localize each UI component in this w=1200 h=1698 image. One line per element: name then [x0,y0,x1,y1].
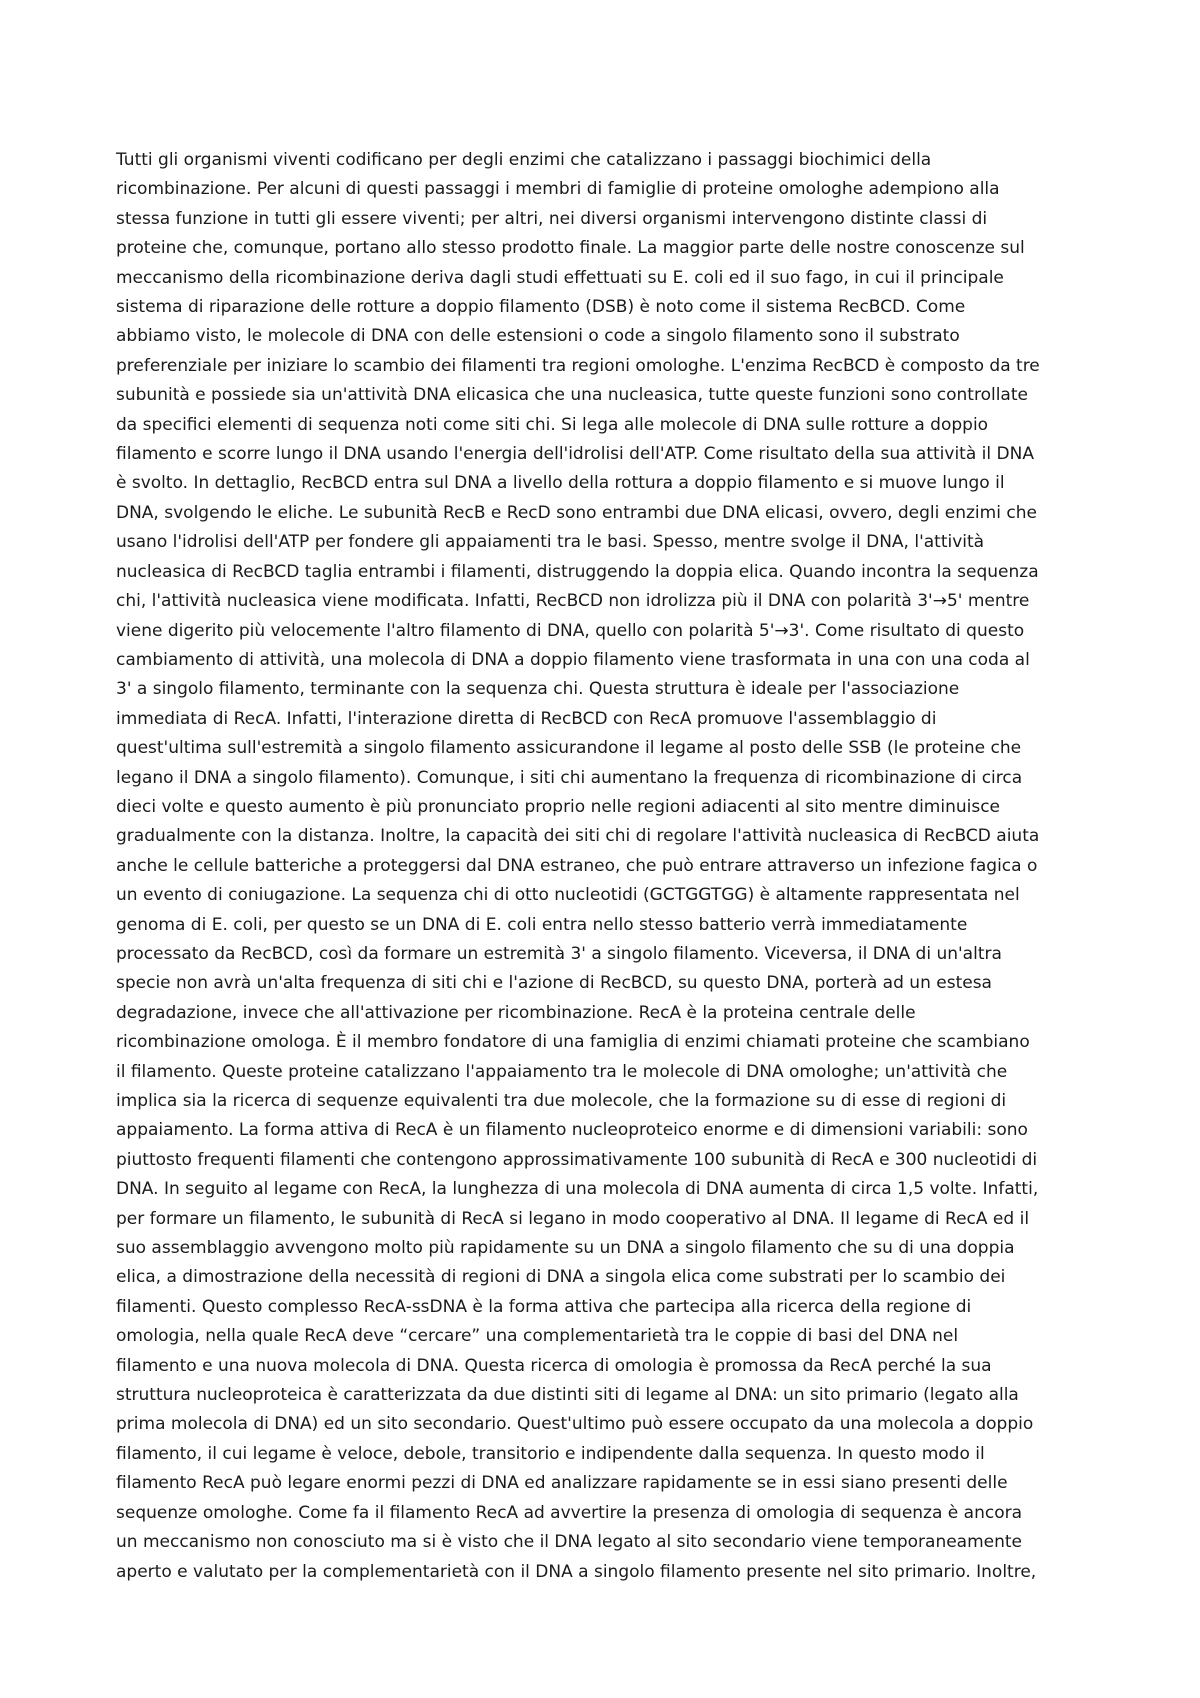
text-line: anche le cellule batteriche a proteggersi dal DNA estraneo, che può entrare attraverso un infezione fagica o [116,855,1038,876]
text-line: aperto e valutato per la complementarietà con il DNA a singolo filamento presente nel sito primario. Inoltre, [116,1561,1037,1582]
text-line: preferenziale per iniziare lo scambio dei filamenti tra regioni omologhe. L'enzima RecBCD è composto da tre [116,355,1040,376]
text-line: omologia, nella quale RecA deve “cercare” una complementarietà tra le coppie di basi del DNA nel [116,1326,959,1347]
text-line: ricombinazione. Per alcuni di questi passaggi i membri di famiglie di proteine omologhe adempiono alla [116,179,1000,200]
text-line: viene digerito più velocemente l'altro filamento di DNA, quello con polarità 5'→3'. Come risultato di questo [116,620,1025,641]
text-line: processato da RecBCD, così da formare un estremità 3' a singolo filamento. Viceversa, il DNA di un'altra [116,943,1002,964]
text-line: usano l'idrolisi dell'ATP per fondere gli appaiamenti tra le basi. Spesso, mentre svolge il DNA, l'attività [116,532,985,553]
text-line: dieci volte e questo aumento è più pronunciato proprio nelle regioni adiacenti al sito mentre diminuisce [116,796,1001,817]
text-line: meccanismo della ricombinazione deriva dagli studi effettuati su E. coli ed il suo fago, in cui il principale [116,267,1004,288]
text-line: il filamento. Queste proteine catalizzano l'appaiamento tra le molecole di DNA omologhe; un'attività che [116,1061,1008,1082]
text-line: DNA, svolgendo le eliche. Le subunità RecB e RecD sono entrambi due DNA elicasi, ovvero, degli enzimi che [116,502,1037,523]
text-line: proteine che, comunque, portano allo stesso prodotto finale. La maggior parte delle nostre conoscenze sul [116,238,1025,259]
text-line: filamento e scorre lungo il DNA usando l'energia dell'idrolisi dell'ATP. Come risultato della sua attività il DNA [116,444,1034,465]
text-line: è svolto. In dettaglio, RecBCD entra sul DNA a livello della rottura a doppio filamento e si muove lungo il [116,473,1005,494]
text-line: un meccanismo non conosciuto ma si è visto che il DNA legato al sito secondario viene temporaneamente [116,1532,1023,1553]
text-line: stessa funzione in tutti gli essere viventi; per altri, nei diversi organismi intervengono distinte classi di [116,208,988,229]
text-line: filamento RecA può legare enormi pezzi di DNA ed analizzare rapidamente se in essi siano presenti delle [116,1473,1008,1494]
text-line: piuttosto frequenti filamenti che contengono approssimativamente 100 subunità di RecA e 300 nucleotidi di [116,1149,1038,1170]
text-line: subunità e possiede sia un'attività DNA elicasica che una nucleasica, tutte queste funzioni sono controllate [116,385,1028,406]
text-line: da specifici elementi di sequenza noti come siti chi. Si lega alle molecole di DNA sulle rotture a doppio [116,414,989,435]
text-line: chi, l'attività nucleasica viene modificata. Infatti, RecBCD non idrolizza più il DNA con polarità 3'→5' mentre [116,591,1030,612]
text-line: gradualmente con la distanza. Inoltre, la capacità dei siti chi di regolare l'attività nucleasica di RecBCD aiuta [116,826,1040,847]
text-line: specie non avrà un'alta frequenza di siti chi e l'azione di RecBCD, su questo DNA, porterà ad un estesa [116,973,992,994]
text-line: filamento e una nuova molecola di DNA. Questa ricerca di omologia è promossa da RecA perché la sua [116,1355,992,1376]
text-line: DNA. In seguito al legame con RecA, la lunghezza di una molecola di DNA aumenta di circa 1,5 volte. Infatti, [116,1179,1039,1200]
text-line: Tutti gli organismi viventi codificano per degli enzimi che catalizzano i passaggi biochimici della [116,150,932,170]
text-line: filamento, il cui legame è veloce, debole, transitorio e indipendente dalla sequenza. In questo modo il [116,1443,985,1464]
text-line: implica sia la ricerca di sequenze equivalenti tra due molecole, che la formazione su di esse di regioni di [116,1091,1007,1111]
text-line: ricombinazione omologa. È il membro fondatore di una famiglia di enzimi chiamati proteine che scambiano [116,1032,1030,1053]
text-line: sequenze omologhe. Come fa il filamento RecA ad avvertire la presenza di omologia di sequenza è ancora [116,1502,1023,1523]
text-line: suo assemblaggio avvengono molto più rapidamente su un DNA a singolo filamento che su di una doppia [116,1238,1015,1259]
text-line: sistema di riparazione delle rotture a doppio filamento (DSB) è noto come il sistema RecBCD. Come [116,297,966,318]
text-line: filamenti. Questo complesso RecA-ssDNA è la forma attiva che partecipa alla ricerca della regione di [116,1296,972,1317]
text-line: nucleasica di RecBCD taglia entrambi i filamenti, distruggendo la doppia elica. Quando incontra la sequenza [116,561,1039,582]
text-line: legano il DNA a singolo filamento). Comunque, i siti chi aumentano la frequenza di ricombinazione di circa [116,767,1023,788]
text-line: struttura nucleoproteica è caratterizzata da due distinti siti di legame al DNA: un sito primario (legato alla [116,1385,1019,1406]
text-line: genoma di E. coli, per questo se un DNA di E. coli entra nello stesso batterio verrà immediatamente [116,914,968,935]
text-line: degradazione, invece che all'attivazione per ricombinazione. RecA è la proteina centrale delle [116,1002,916,1023]
text-line: 3' a singolo filamento, terminante con la sequenza chi. Questa struttura è ideale per l'associazione [116,679,960,700]
text-line: quest'ultima sull'estremità a singolo filamento assicurandone il legame al posto delle SSB (le proteine che [116,738,1022,759]
text-line: prima molecola di DNA) ed un sito secondario. Quest'ultimo può essere occupato da una molecola a doppio [116,1414,1034,1435]
text-line: abbiamo visto, le molecole di DNA con delle estensioni o code a singolo filamento sono il substrato [116,326,960,347]
text-line: appaiamento. La forma attiva di RecA è un filamento nucleoproteico enorme e di dimensioni variabili: sono [116,1120,1028,1141]
text-line: immediata di RecA. Infatti, l'interazione diretta di RecBCD con RecA promuove l'assemblaggio di [116,708,937,729]
text-line: per formare un filamento, le subunità di RecA si legano in modo cooperativo al DNA. Il legame di RecA ed il [116,1208,1030,1229]
text-line: cambiamento di attività, una molecola di DNA a doppio filamento viene trasformata in una con una coda al [116,649,1030,670]
body-paragraph [116,146,1116,1587]
text-line: un evento di coniugazione. La sequenza chi di otto nucleotidi (GCTGGTGG) è altamente rappresentata nel [116,885,1020,906]
text-line: elica, a dimostrazione della necessità di regioni di DNA a singola elica come substrati per lo scambio dei [116,1267,1006,1288]
